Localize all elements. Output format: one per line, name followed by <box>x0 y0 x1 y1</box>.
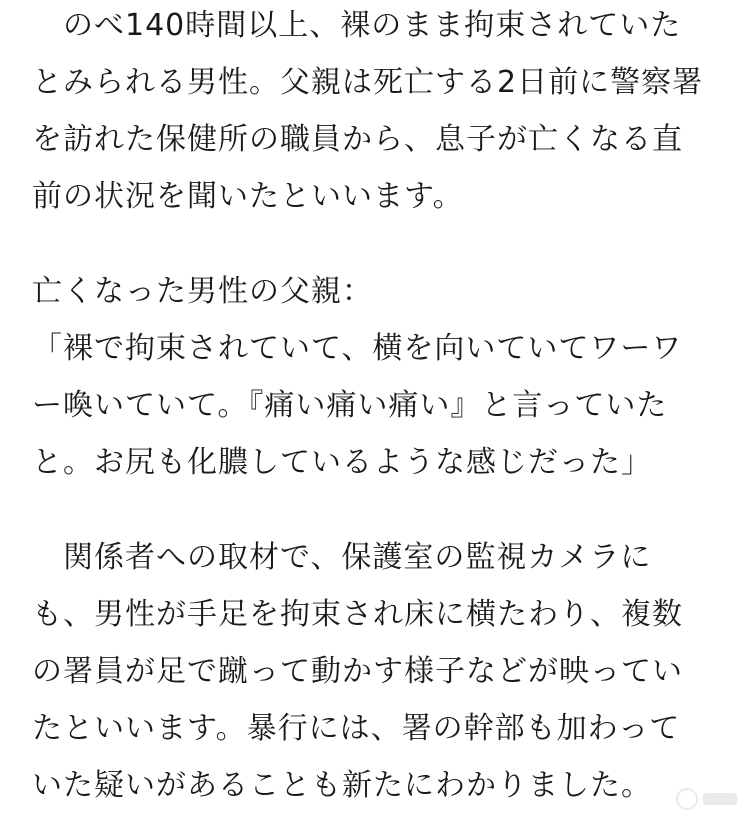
text-line: いた疑いがあることも新たにわかりました。 <box>32 768 652 803</box>
quote-line: 「裸で拘束されていて、横を向いていてワーワ <box>32 331 683 366</box>
watermark-logo <box>673 785 743 813</box>
speaker-label: 亡くなった男性の父親： <box>32 274 373 309</box>
text-line: のべ140時間以上、裸のまま拘束されていた <box>32 8 682 43</box>
text-line: たといいます。暴行には、署の幹部も加わって <box>32 711 681 746</box>
text-line: とみられる男性。父親は死亡する2日前に警察署 <box>32 65 704 100</box>
text-line: を訪れた保健所の職員から、息子が亡くなる直 <box>32 122 683 157</box>
text-line: 前の状況を聞いたといいます。 <box>32 179 464 214</box>
quote-line: ー喚いていて。『痛い痛い痛い』と言っていた <box>32 388 668 423</box>
text-line: も、男性が手足を拘束され床に横たわり、複数 <box>32 597 683 632</box>
text-line: の署員が足で蹴って動かす様子などが映ってい <box>32 654 683 689</box>
text-line: 関係者への取材で、保護室の監視カメラに <box>32 540 652 575</box>
quote-line: と。お尻も化膿しているような感じだった」 <box>32 445 652 480</box>
